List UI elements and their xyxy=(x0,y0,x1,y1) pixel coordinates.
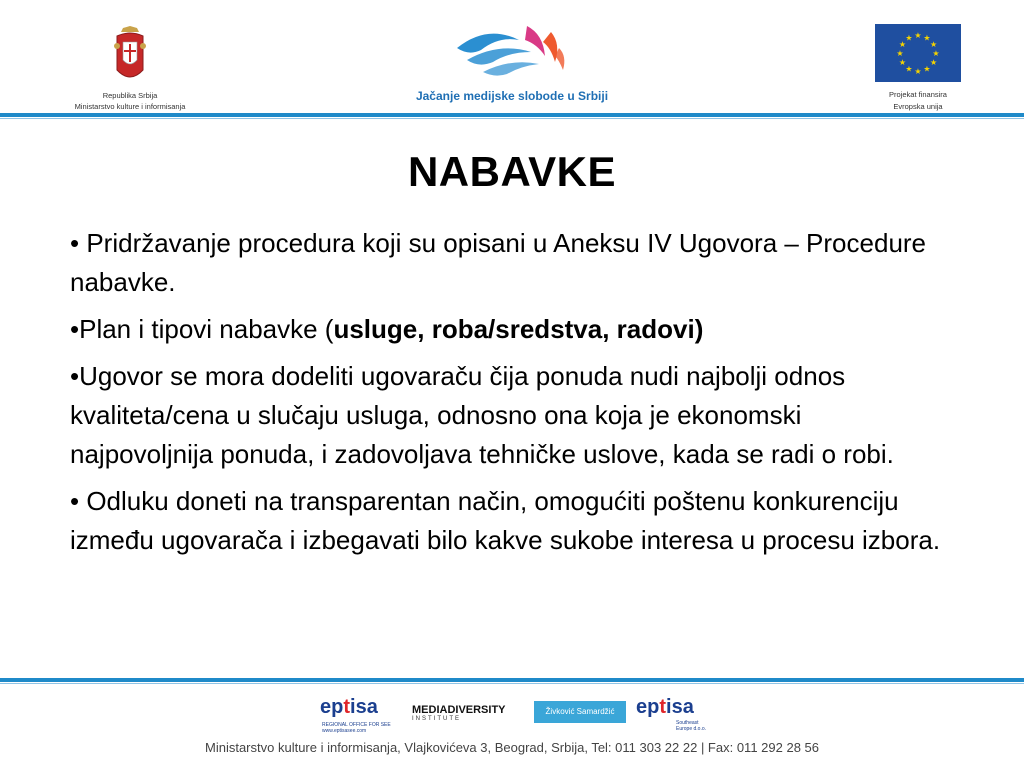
mdi-logo xyxy=(412,704,506,722)
eu-star-icon: ★ xyxy=(930,40,938,49)
slide-content xyxy=(70,224,950,568)
serbia-coat-of-arms-icon xyxy=(113,26,147,84)
eptisa-1-part-c: isa xyxy=(350,696,378,718)
right-caption-1: Projekat finansira xyxy=(889,90,947,99)
partner-logos xyxy=(320,696,720,732)
eptisa-1-part-b: t xyxy=(343,696,351,718)
eptisa-logo-1 xyxy=(320,696,378,719)
bullet-2-prefix: •Plan i tipovi nabavke ( xyxy=(70,314,334,344)
header xyxy=(0,0,1024,112)
eptisa-logo-2 xyxy=(636,696,694,719)
eu-star-icon: ★ xyxy=(932,49,940,58)
eu-star-icon: ★ xyxy=(905,33,913,43)
bullet-2 xyxy=(70,310,950,349)
eu-star-icon: ★ xyxy=(914,31,922,40)
bottom-divider xyxy=(0,678,1024,682)
eu-flag-icon xyxy=(875,24,961,82)
slide-title: NABAVKE xyxy=(407,148,617,195)
left-caption-1: Republika Srbija xyxy=(102,91,158,100)
eptisa-1-sub: REGIONAL OFFICE FOR SEE www.eptisasee.com xyxy=(322,722,391,734)
eptisa-1-part-a: ep xyxy=(320,696,344,718)
bottom-divider-thin xyxy=(0,683,1024,684)
footer-address: Ministarstvo kulture i informisanja, Vlajkovićeva 3, Beograd, Srbija, Tel: 011 303 22 22 | Fax: 011 292 28 56 xyxy=(205,740,819,755)
bullet-4: • Odluku doneti na transparentan način, omogućiti poštenu konkurenciju između ugovarača i izbegavati bilo kakve sukobe interesa u procesu izbora. xyxy=(70,486,941,555)
eptisa-2-part-c: isa xyxy=(666,696,694,718)
eu-star-icon: ★ xyxy=(914,67,922,76)
mdi-main: MEDIADIVERSITY xyxy=(412,704,506,716)
center-caption: Jačanje medijske slobode u Srbiji xyxy=(415,89,609,103)
top-divider-thin xyxy=(0,118,1024,119)
left-caption-2: Ministarstvo kulture i informisanja xyxy=(74,102,186,111)
eptisa-2-part-a: ep xyxy=(636,696,660,718)
bullet-2-bold: usluge, roba/sredstva, radovi) xyxy=(333,314,704,344)
zs-logo: Živković Samardžić xyxy=(534,701,626,723)
eu-logo xyxy=(872,24,964,111)
eu-star-icon: ★ xyxy=(930,58,938,67)
right-caption-2: Evropska unija xyxy=(893,102,943,111)
eu-star-icon: ★ xyxy=(905,64,913,74)
eu-star-icon: ★ xyxy=(896,49,904,58)
eu-star-icon: ★ xyxy=(923,64,931,74)
eptisa-2-sub: Southeast Europe d.o.o. xyxy=(676,720,707,732)
eu-star-icon: ★ xyxy=(898,58,906,67)
bullet-3: •Ugovor se mora dodeliti ugovaraču čija ponuda nudi najbolji odnos kvaliteta/cena u slučaju usluga, odnosno ona koja je ekonomski najpovoljnija ponuda, i zadovoljava tehničke uslove, kada se radi o robi. xyxy=(70,361,894,469)
media-freedom-bird-logo xyxy=(447,22,577,84)
serbia-ministry-logo xyxy=(60,26,200,111)
eu-star-icon: ★ xyxy=(923,33,931,43)
eu-star-icon: ★ xyxy=(898,40,906,49)
bullet-1: • Pridržavanje procedura koji su opisani u Aneksu IV Ugovora – Procedure nabavke. xyxy=(70,228,927,297)
eptisa-2-part-b: t xyxy=(659,696,667,718)
media-freedom-logo xyxy=(400,22,624,103)
mdi-sub: INSTITUTE xyxy=(412,716,461,722)
top-divider xyxy=(0,113,1024,117)
